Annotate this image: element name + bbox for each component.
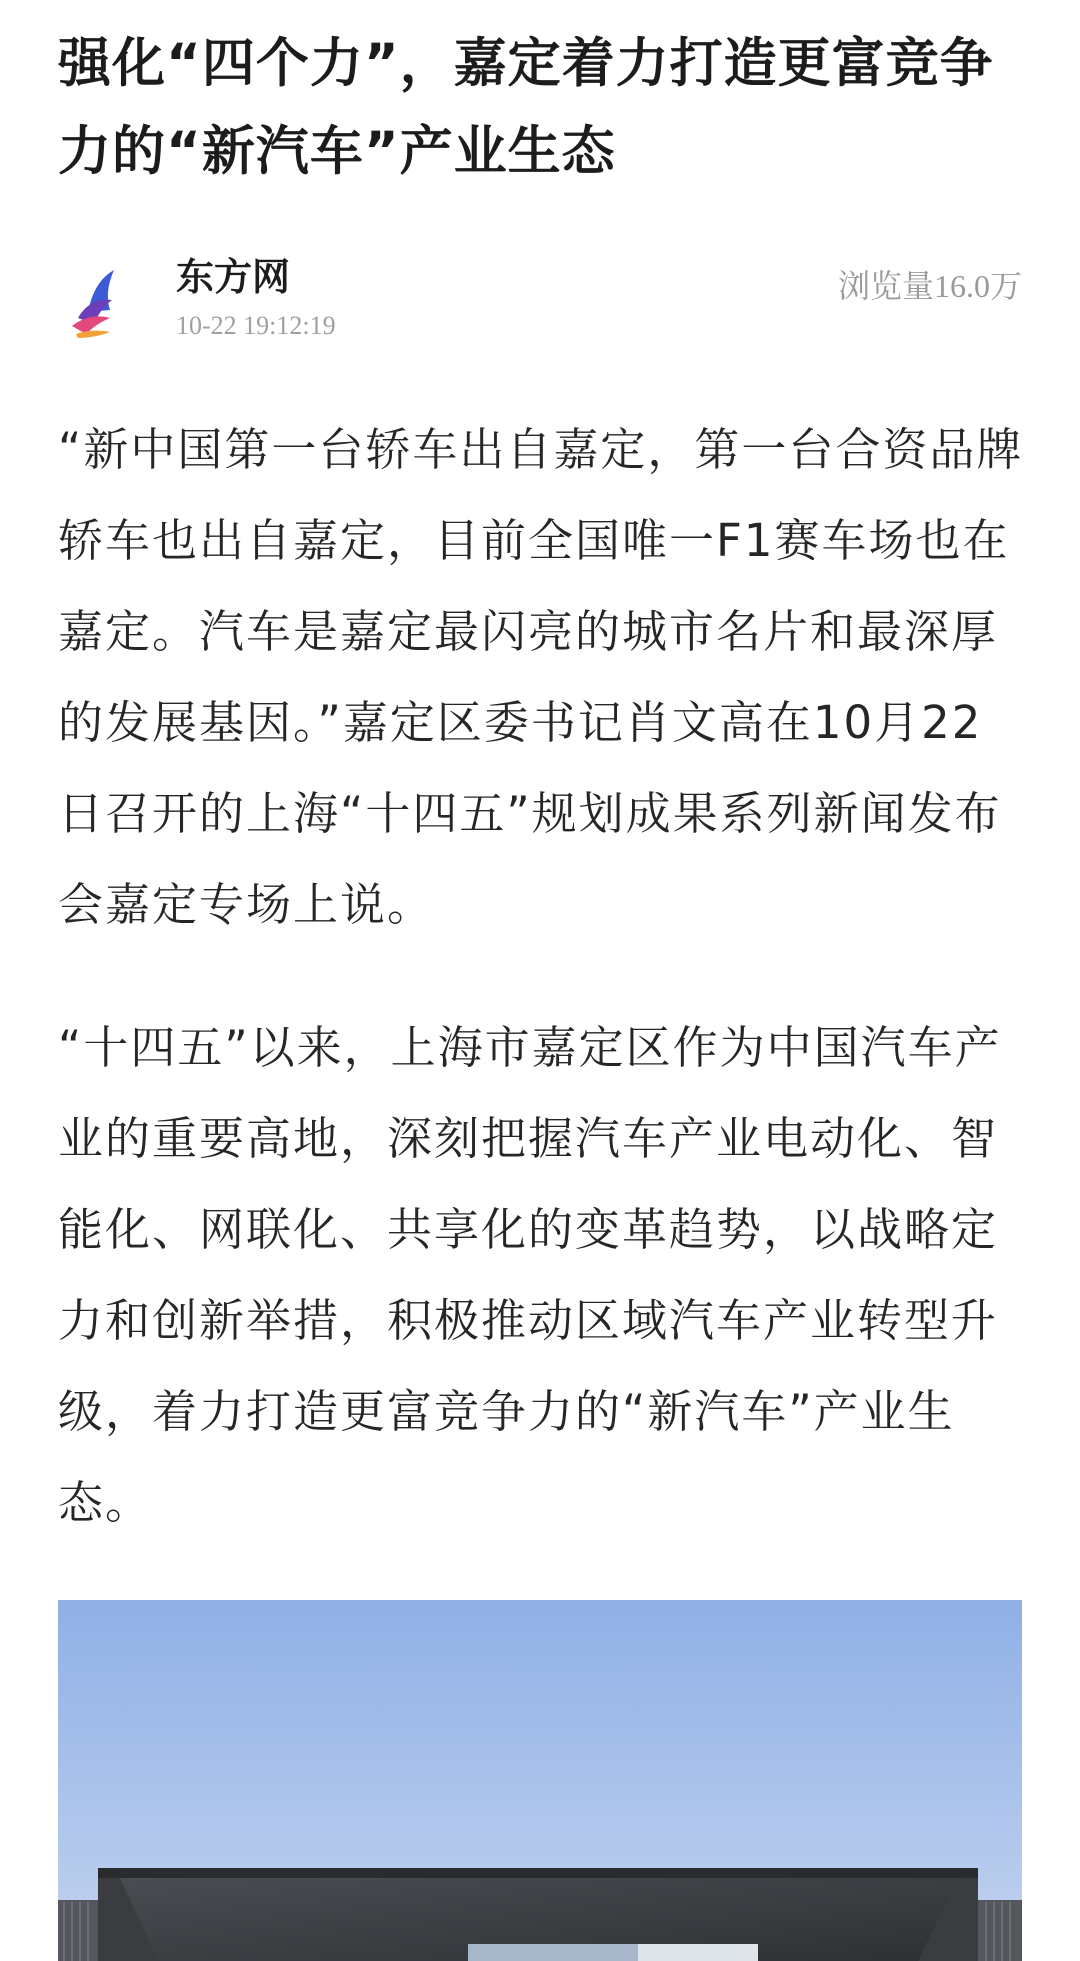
hero-image-illustration (58, 1600, 1022, 1961)
author-row[interactable] (58, 250, 1022, 350)
paragraph-1: “新中国第一台轿车出自嘉定，第一台合资品牌轿车也出自嘉定，目前全国唯一F1赛车场也在嘉定。汽车是嘉定最闪亮的城市名片和最深厚的发展基因。”嘉定区委书记肖文高在10月22日召开的上海“十四五”规划成果系列新闻发布会嘉定专场上说。 (58, 423, 1024, 931)
view-count-label: 浏览量 (837, 267, 934, 305)
publish-time: 10-22 19:12:19 (176, 311, 336, 340)
view-count (838, 266, 1022, 306)
view-count-value: 16.0万 (933, 268, 1022, 304)
paragraph-2: “十四五”以来，上海市嘉定区作为中国汽车产业的重要高地，深刻把握汽车产业电动化、智能化、网联化、共享化的变革趋势，以战略定力和创新举措，积极推动区域汽车产业转型升级，着力打造更富竞争力的“新汽车”产业生态。 (58, 1021, 1002, 1529)
article-title: 强化“四个力”，嘉定着力打造更富竞争力的“新汽车”产业生态 (58, 33, 994, 182)
author-name[interactable]: 东方网 (176, 255, 291, 299)
dongfang-logo-icon[interactable] (58, 260, 138, 340)
article-hero-image[interactable] (58, 1600, 1022, 1961)
